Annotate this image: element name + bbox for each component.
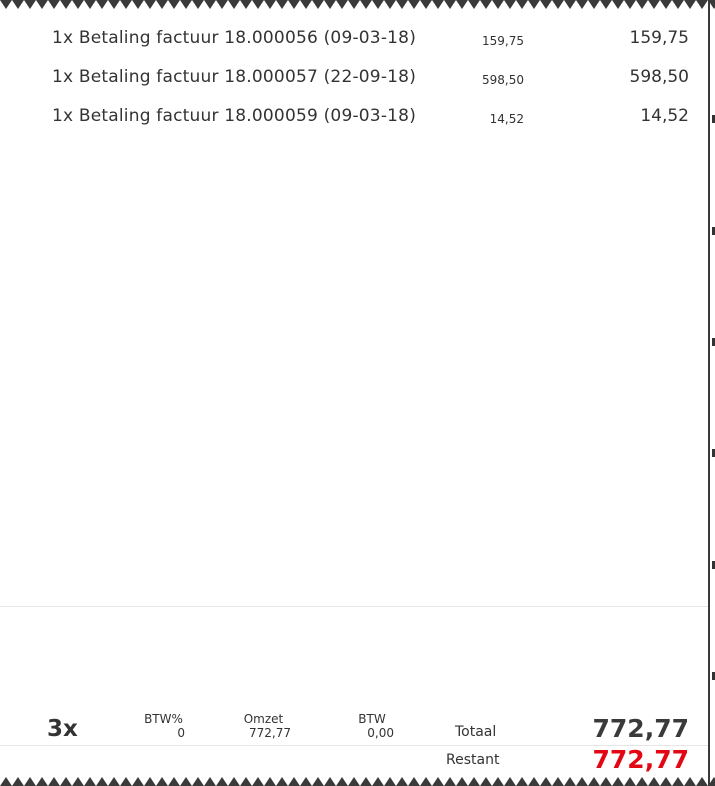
line-item-unit-price: 14,52	[489, 112, 524, 126]
line-item-total: 14,52	[640, 106, 689, 126]
revenue-value: 772,77	[249, 726, 291, 740]
line-item[interactable]	[0, 27, 708, 66]
vat-percent-column	[134, 712, 185, 740]
line-item[interactable]	[0, 66, 708, 105]
receipt-top-edge	[0, 0, 715, 12]
items-divider	[0, 606, 708, 607]
vat-amount-column	[350, 712, 394, 740]
line-item-unit-price: 159,75	[482, 34, 524, 48]
line-item-description: 1x Betaling factuur 18.000056 (09-03-18)	[52, 28, 417, 48]
remaining-value: 772,77	[592, 745, 689, 774]
line-item-total: 159,75	[629, 28, 689, 48]
line-item[interactable]	[0, 105, 708, 144]
line-item-description: 1x Betaling factuur 18.000059 (09-03-18)	[52, 106, 417, 126]
total-value: 772,77	[592, 714, 689, 743]
revenue-label: Omzet	[243, 712, 284, 726]
vat-amount-label: BTW	[358, 712, 386, 726]
vat-amount-value: 0,00	[367, 726, 394, 740]
line-item-unit-price: 598,50	[482, 73, 524, 87]
receipt-right-edge	[708, 0, 710, 786]
receipt-bottom-edge	[0, 774, 715, 786]
line-item-total: 598,50	[629, 67, 689, 87]
remaining-label: Restant	[446, 752, 500, 768]
vat-percent-value: 0	[177, 726, 185, 740]
item-count: 3x	[47, 716, 78, 742]
vat-percent-label: BTW%	[144, 712, 183, 726]
total-label: Totaal	[455, 724, 497, 740]
revenue-column	[236, 712, 291, 740]
line-item-description: 1x Betaling factuur 18.000057 (22-09-18)	[52, 67, 417, 87]
